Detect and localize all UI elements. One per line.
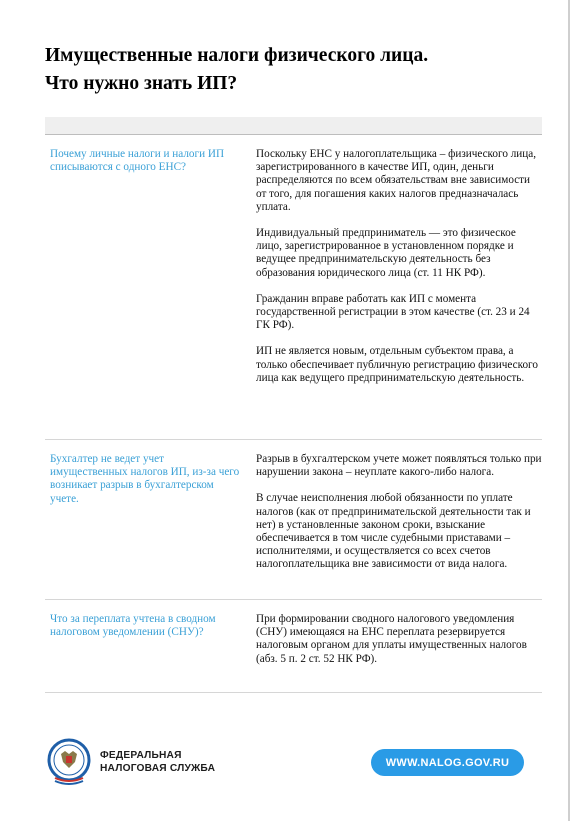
- fns-emblem-icon: [47, 738, 91, 786]
- answer-paragraph: Индивидуальный предприниматель — это физическое лицо, зарегистрированное в установленном порядке и ведущее предпринимательскую деятельность без образования юридического лица (ст. 11 НК РФ).: [256, 227, 516, 279]
- website-button[interactable]: WWW.NALOG.GOV.RU: [371, 749, 524, 776]
- faq-answer: [252, 613, 542, 692]
- table-header-band: [45, 117, 542, 135]
- answer-paragraph: При формировании сводного налогового уведомления (СНУ) имеющаяся на ЕНС переплата резервируется налоговым органом для уплаты имущественных налогов (абз. 5 п. 2 ст. 52 НК РФ).: [256, 613, 527, 665]
- org-name-line-2: НАЛОГОВАЯ СЛУЖБА: [100, 762, 216, 774]
- page-title: [45, 42, 525, 98]
- faq-answer: [252, 148, 542, 439]
- faq-row: [45, 440, 542, 600]
- org-name-line-1: ФЕДЕРАЛЬНАЯ: [100, 750, 182, 761]
- answer-paragraph: В случае неисполнения любой обязанности по уплате налогов (как от предпринимательской деятельности так и нет) в установленные законом сроки, взыскание обеспечивается в том числе судебными приставами – исполнителями, и осуществляется со всех счетов налогоплательщика вне зависимости от вида налога.: [256, 492, 531, 571]
- answer-paragraph: ИП не является новым, отдельным субъектом права, а только обеспечивает публичную регистрацию физического лица как ведущего предпринимательскую деятельность.: [256, 345, 538, 384]
- answer-paragraph: Поскольку ЕНС у налогоплательщика – физического лица, зарегистрированного в качестве ИП, один, деньги распределяются по всем обязательствам вне зависимости от того, для погашения каких налогов предназначалась уплата.: [256, 148, 537, 213]
- faq-question: Бухгалтер не ведет учет имущественных налогов ИП, из-за чего возникает разрыв в бухгалтерском учете.: [50, 453, 240, 505]
- faq-table: [45, 117, 542, 693]
- answer-paragraph: Гражданин вправе работать как ИП с момента государственной регистрации в этом качестве (ст. 23 и 24 ГК РФ).: [256, 292, 530, 332]
- faq-answer: [252, 453, 542, 599]
- title-line-2: Что нужно знать ИП?: [45, 73, 238, 94]
- faq-question: Почему личные налоги и налоги ИП списываются с одного ЕНС?: [50, 148, 225, 174]
- faq-row: [45, 135, 542, 440]
- faq-row: [45, 600, 542, 693]
- title-line-1: Имущественные налоги физического лица.: [45, 45, 429, 66]
- answer-paragraph: Разрыв в бухгалтерском учете может появляться только при нарушении закона – неуплате какого-либо налога.: [256, 453, 542, 479]
- org-name: [100, 750, 215, 775]
- faq-question: Что за переплата учтена в сводном налоговом уведомлении (СНУ)?: [50, 613, 216, 639]
